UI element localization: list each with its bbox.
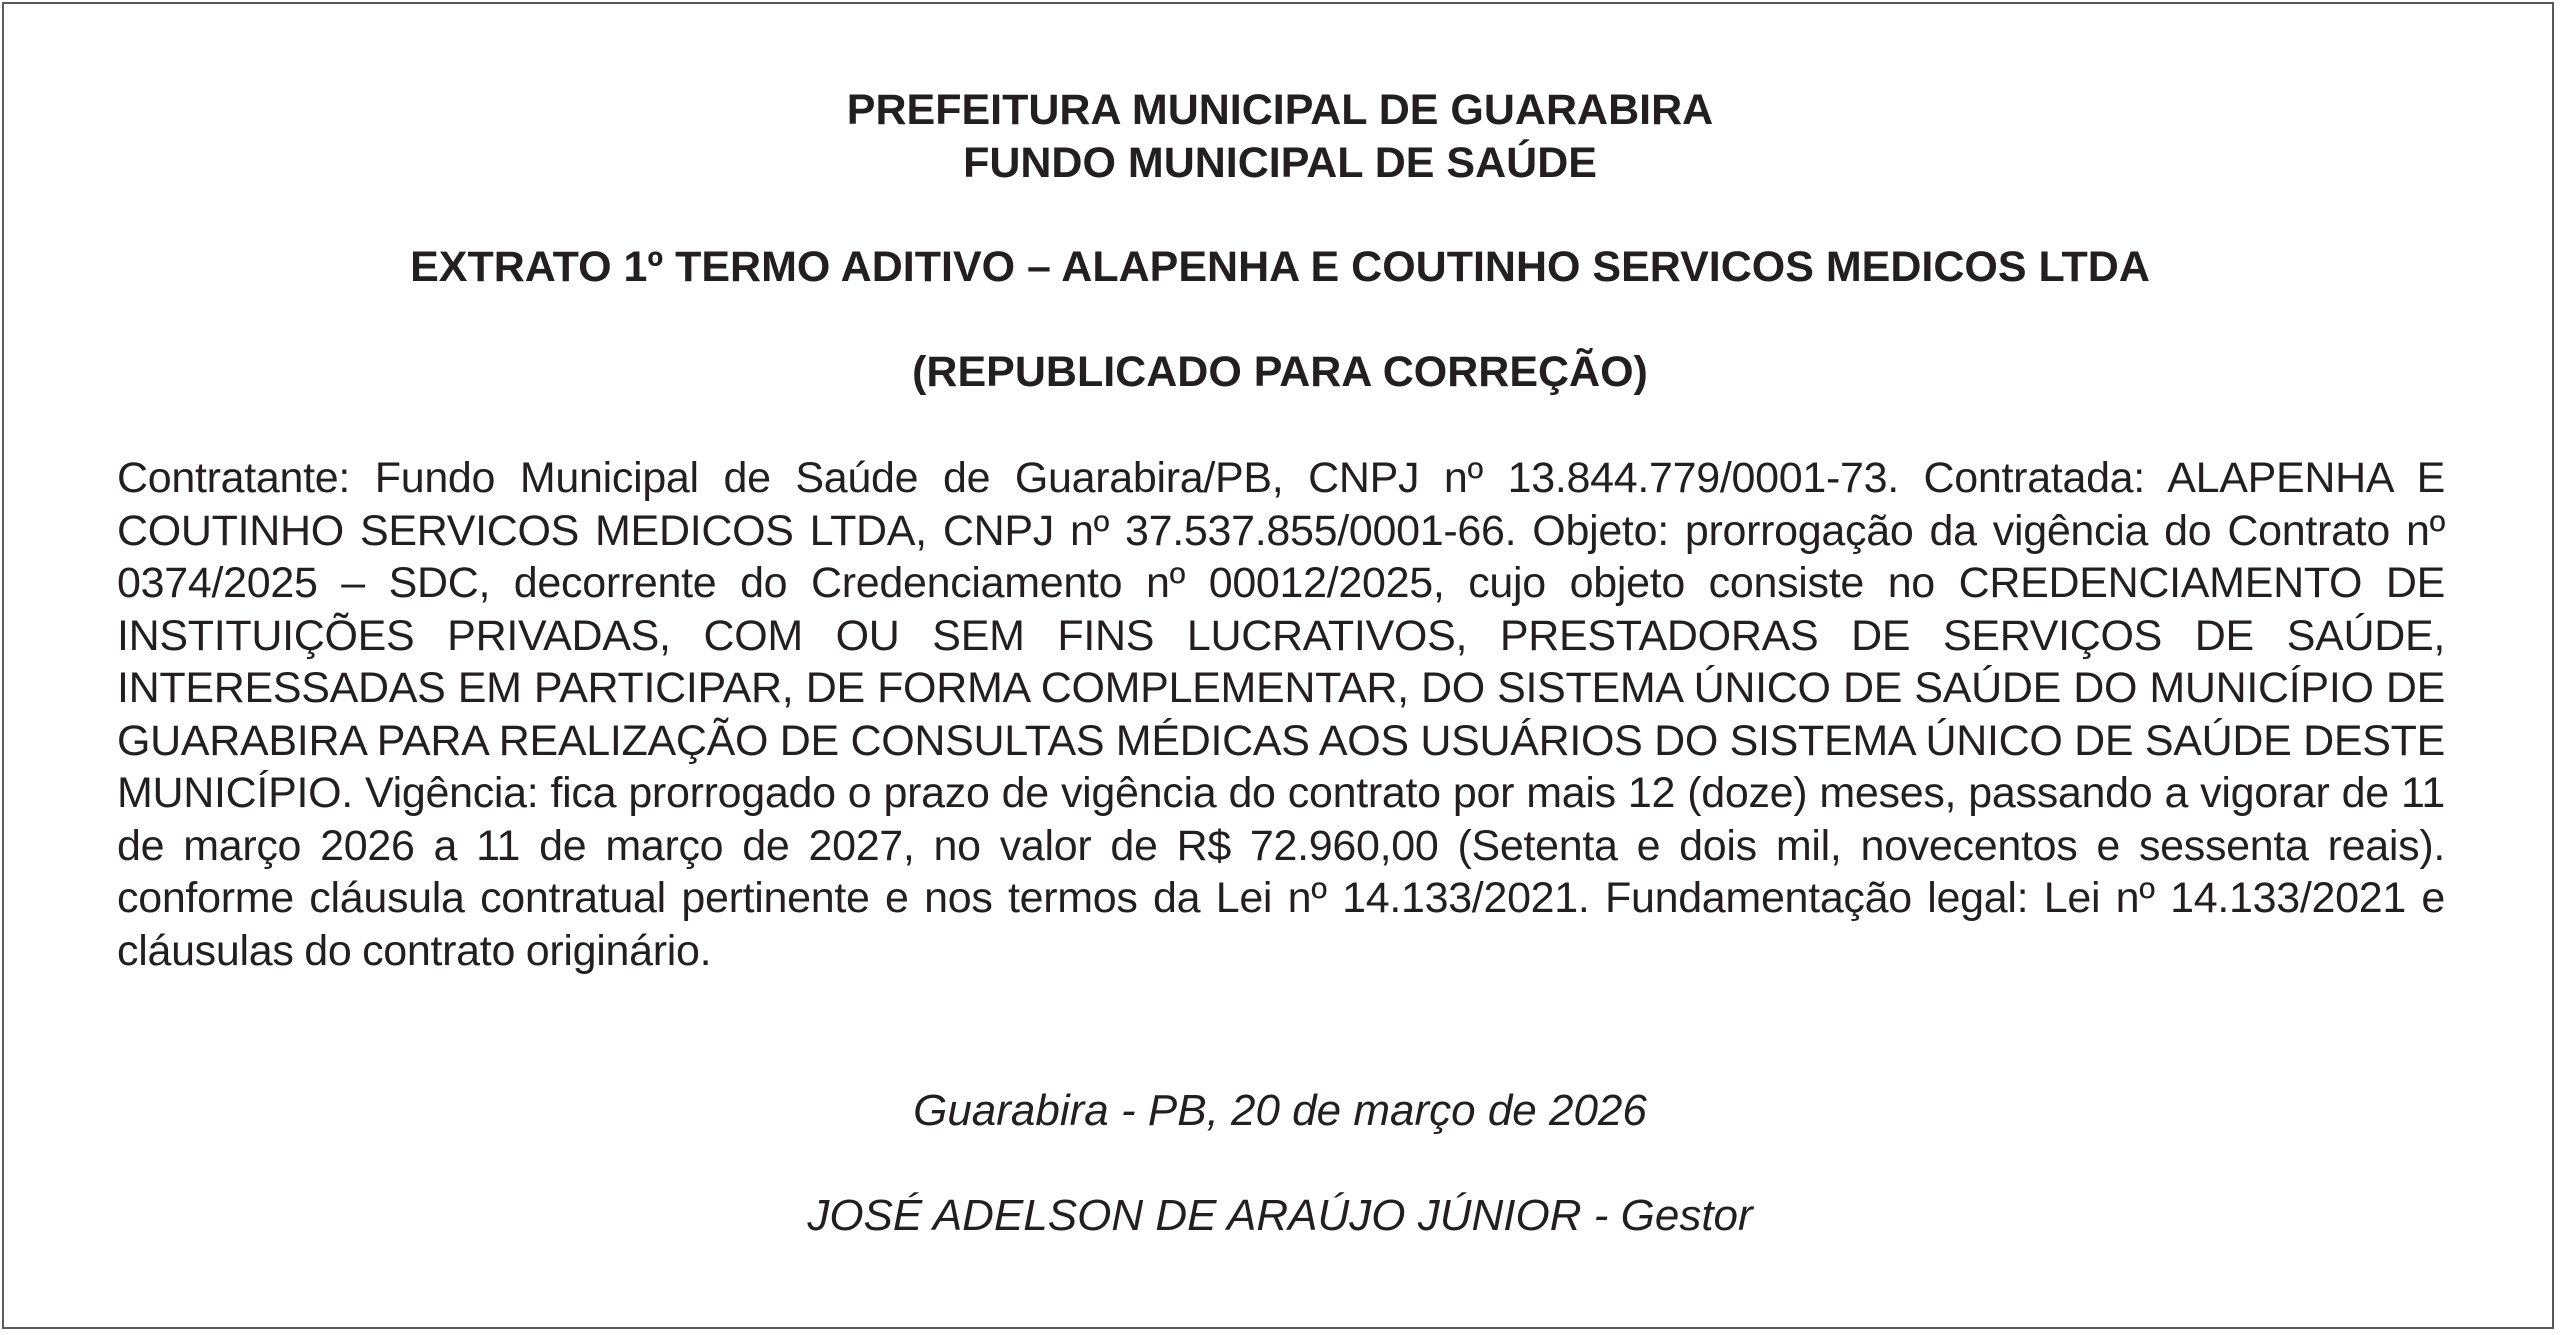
place-date: Guarabira - PB, 20 de março de 2026 [913,1086,1647,1135]
document-subtitle: (REPUBLICADO PARA CORREÇÃO) [912,348,1648,396]
body-paragraph: Contratante: Fundo Municipal de Saúde de Guarabira/PB, CNPJ nº 13.844.779/0001-73. Contratada: ALAPENHA E COUTINHO SERVICOS MEDICOS LTDA, CNPJ nº 37.537.855/0001-66. Objeto: prorrogação da vigência do Contrato nº 0374/2025 – SDC, decorrente do Credenciamento nº 00012/2025, cujo objeto consiste no CREDENCIAMENTO DE INSTITUIÇÕES PRIVADAS, COM OU SEM FINS LUCRATIVOS, PRESTADORAS DE SERVIÇOS DE SAÚDE, INTERESSADAS EM PARTICIPAR, DE FORMA COMPLEMENTAR, DO SISTEMA ÚNICO DE SAÚDE DO MUNICÍPIO DE GUARABIRA PARA REALIZAÇÃO DE CONSULTAS MÉDICAS AOS USUÁRIOS DO SISTEMA ÚNICO DE SAÚDE DESTE MUNICÍPIO. Vigência: fica prorrogado o prazo de vigência do contrato por mais 12 (doze) meses, passando a vigorar de 11 de março 2026 a 11 de março de 2027, no valor de R$ 72.960,00 (Setenta e dois mil, novecentos e sessenta reais). conforme cláusula contratual pertinente e nos termos da Lei nº 14.133/2021. Fundamentação legal: Lei nº 14.133/2021 e cláusulas do contrato originário. [117,454,2445,975]
signatory: JOSÉ ADELSON DE ARAÚJO JÚNIOR - Gestor [807,1191,1753,1240]
document-title: EXTRATO 1º TERMO ADITIVO – ALAPENHA E COUTINHO SERVICOS MEDICOS LTDA [410,243,2150,291]
header-line-2: FUNDO MUNICIPAL DE SAÚDE [963,139,1597,187]
header-line-1: PREFEITURA MUNICIPAL DE GUARABIRA [846,86,1714,134]
